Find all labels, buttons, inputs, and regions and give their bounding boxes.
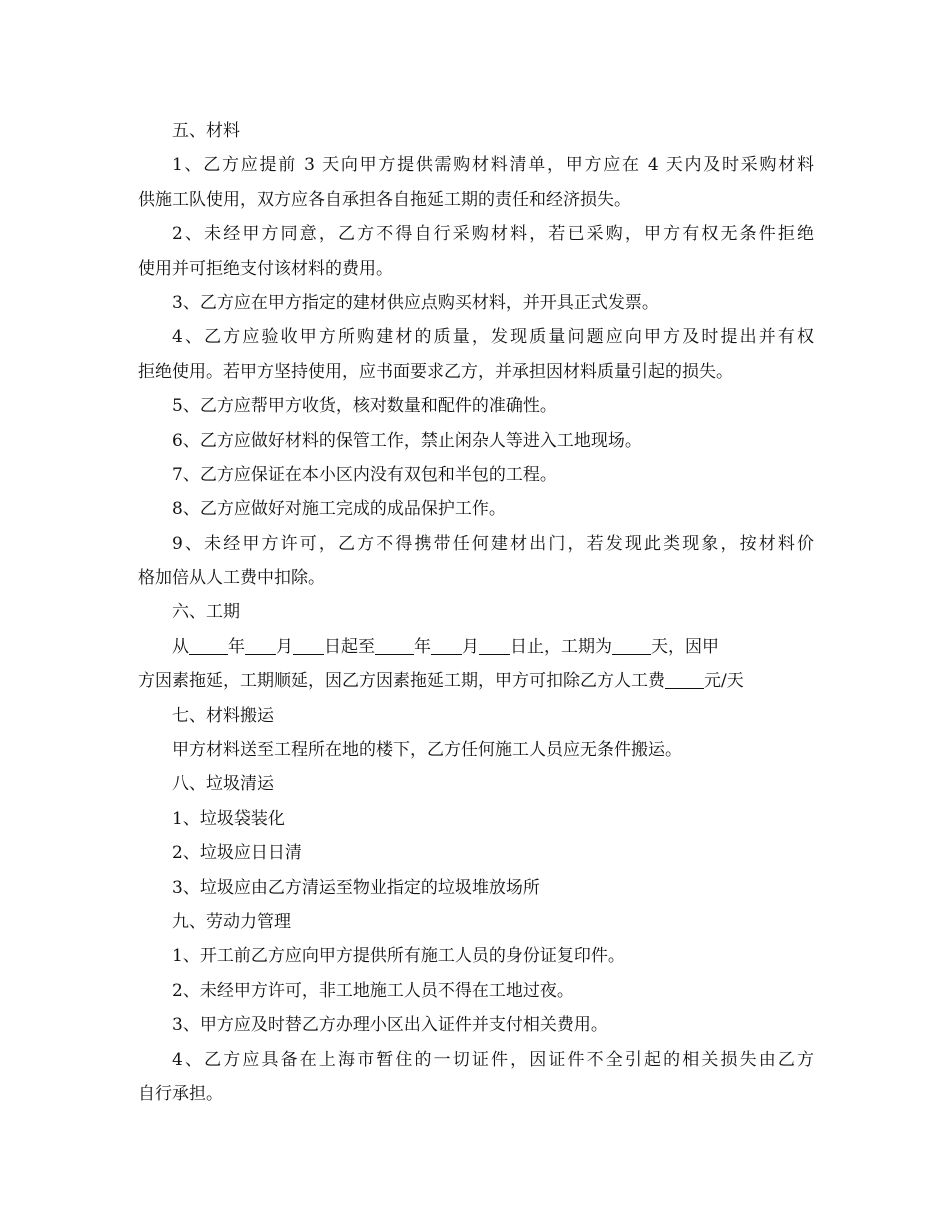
clause-9-4-line-2: 自行承担。 (138, 1083, 223, 1104)
end-month-blank[interactable] (431, 633, 462, 655)
start-day-label: 日起至 (324, 636, 375, 657)
clause-5-9-line-2: 格加倍从人工费中扣除。 (138, 568, 325, 589)
schedule-delay-text: 方因素拖延，工期顺延，因乙方因素拖延工期，甲方可扣除乙方人工费 (138, 671, 665, 692)
clause-8-1: 1、垃圾袋装化 (172, 808, 285, 829)
clause-5-8: 8、乙方应做好对施工完成的成品保护工作。 (172, 499, 506, 520)
daily-deduction-blank[interactable] (665, 667, 704, 689)
section-heading-schedule: 六、工期 (172, 602, 240, 623)
clause-9-4-line-1: 4、乙方应具备在上海市暂住的一切证件，因证件不全引起的相关损失由乙方 (172, 1049, 814, 1070)
section-heading-labor: 九、劳动力管理 (172, 911, 291, 932)
section-heading-waste: 八、垃圾清运 (172, 774, 274, 795)
schedule-line-1 (138, 630, 814, 664)
clause-8-3: 3、垃圾应由乙方清运至物业指定的垃圾堆放场所 (172, 877, 540, 898)
clause-5-1-line-2: 供施工队使用，双方应各自承担各自拖延工期的责任和经济损失。 (138, 189, 631, 210)
start-day-blank[interactable] (293, 633, 324, 655)
clause-9-1: 1、开工前乙方应向甲方提供所有施工人员的身份证复印件。 (172, 946, 625, 967)
clause-5-4-line-1: 4、乙方应验收甲方所购建材的质量，发现质量问题应向甲方及时提出并有权 (172, 327, 814, 348)
clause-8-2: 2、垃圾应日日清 (172, 843, 302, 864)
clause-5-1-line-1: 1、乙方应提前 3 天向甲方提供需购材料清单，甲方应在 4 天内及时采购材料 (172, 155, 814, 176)
duration-days-blank[interactable] (612, 633, 651, 655)
start-month-label: 月 (276, 636, 293, 657)
clause-5-2-line-2: 使用并可拒绝支付该材料的费用。 (138, 258, 393, 279)
section-heading-materials: 五、材料 (172, 121, 240, 141)
daily-deduction-unit: 元/天 (704, 671, 744, 692)
start-year-blank[interactable] (189, 633, 228, 655)
clause-5-2-line-1: 2、未经甲方同意，乙方不得自行采购材料，若已采购，甲方有权无条件拒绝 (172, 224, 814, 245)
start-month-blank[interactable] (245, 633, 276, 655)
clause-9-3: 3、甲方应及时替乙方办理小区出入证件并支付相关费用。 (172, 1015, 608, 1036)
clause-5-9-line-1: 9、未经甲方许可，乙方不得携带任何建材出门，若发现此类现象，按材料价 (172, 533, 814, 554)
clause-5-6: 6、乙方应做好材料的保管工作，禁止闲杂人等进入工地现场。 (172, 430, 642, 451)
clause-9-2: 2、未经甲方许可，非工地施工人员不得在工地过夜。 (172, 980, 574, 1001)
schedule-from-text: 从 (172, 636, 189, 657)
section-heading-transport: 七、材料搬运 (172, 705, 274, 726)
end-day-blank[interactable] (479, 633, 510, 655)
document-page (138, 114, 814, 1111)
end-year-blank[interactable] (375, 633, 414, 655)
end-month-label: 月 (462, 636, 479, 657)
clause-5-7: 7、乙方应保证在本小区内没有双包和半包的工程。 (172, 464, 557, 485)
duration-days-label: 天，因甲 (651, 636, 719, 657)
start-year-label: 年 (228, 636, 245, 657)
clause-5-5: 5、乙方应帮甲方收货，核对数量和配件的准确性。 (172, 396, 557, 417)
schedule-line-2 (138, 664, 814, 698)
transport-body: 甲方材料送至工程所在地的楼下，乙方任何施工人员应无条件搬运。 (172, 740, 682, 761)
end-year-label: 年 (414, 636, 431, 657)
end-day-label: 日止，工期为 (510, 636, 612, 657)
clause-5-4-line-2: 拒绝使用。若甲方坚持使用，应书面要求乙方，并承担因材料质量引起的损失。 (138, 361, 733, 382)
clause-5-3: 3、乙方应在甲方指定的建材供应点购买材料，并开具正式发票。 (172, 292, 659, 313)
